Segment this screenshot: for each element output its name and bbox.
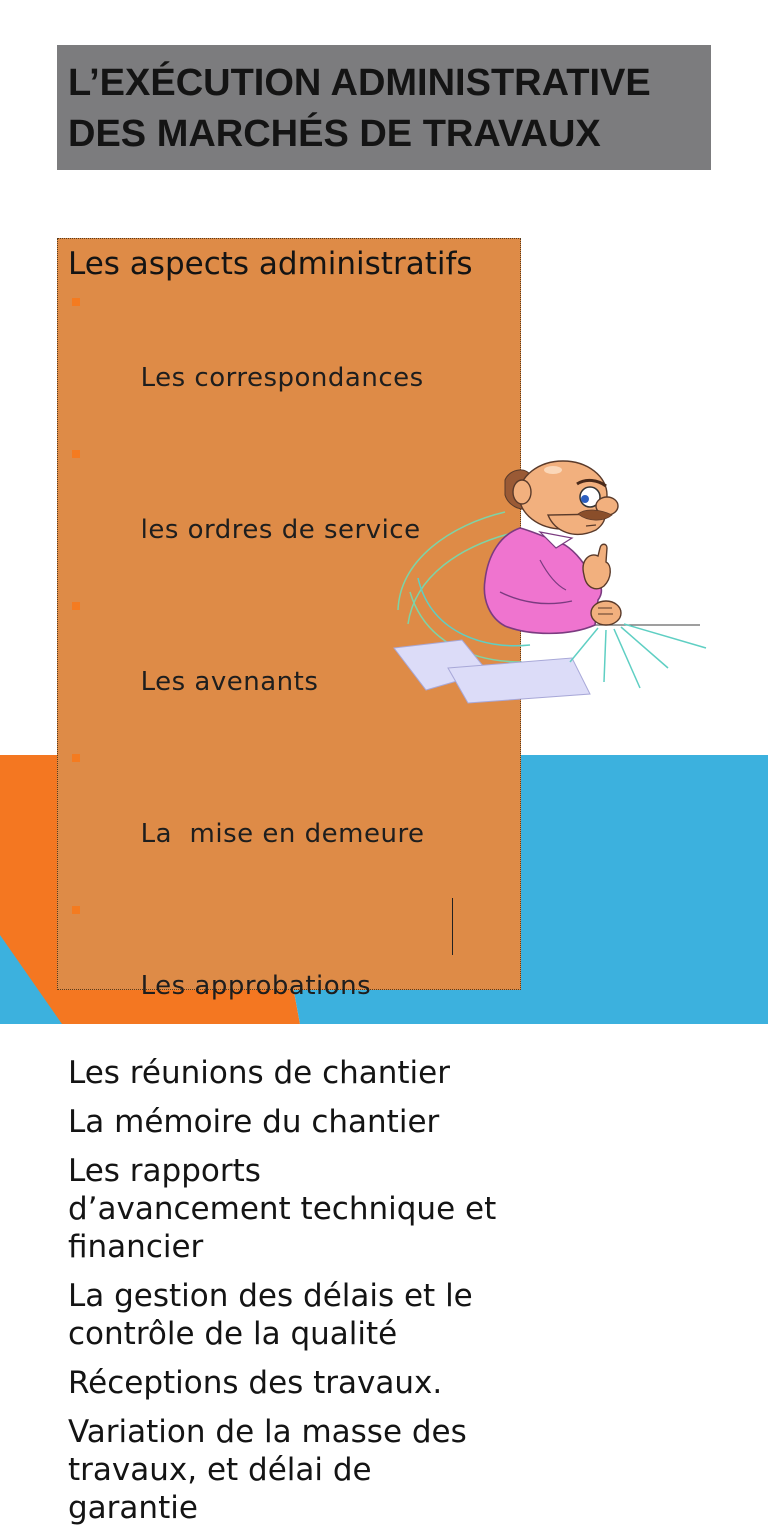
list-item-line: garantie (68, 1490, 198, 1526)
section-heading: Les aspects administratifs (68, 246, 473, 282)
list-item-line: financier (68, 1229, 204, 1265)
sub-item-label: Les correspondances (140, 363, 424, 393)
slide-title: L’EXÉCUTION ADMINISTRATIVE DES MARCHÉS DE TRAVAUX (68, 62, 651, 155)
stray-line-mark (452, 898, 453, 955)
cartoon-businessman-icon (380, 450, 720, 710)
square-bullet-icon (72, 602, 80, 610)
list-item-line: Variation de la masse des (68, 1414, 467, 1450)
sub-item-label: les ordres de service (140, 515, 421, 545)
list-item-gestion-delais (68, 1277, 520, 1353)
square-bullet-icon (72, 450, 80, 458)
list-item-rapports (68, 1152, 520, 1266)
ear (513, 480, 531, 504)
list-item-line: Les réunions de chantier (68, 1055, 450, 1091)
head (505, 461, 618, 534)
list-item-memoire (68, 1103, 520, 1141)
list-item-reunions (68, 1054, 520, 1092)
list-item-line: d’avancement technique et (68, 1191, 497, 1227)
square-bullet-icon (72, 754, 80, 762)
eye-pupil (581, 495, 589, 503)
title-box (57, 45, 711, 170)
square-bullet-icon (72, 906, 80, 914)
impact-lines (570, 624, 706, 688)
sub-item-label: Les approbations (140, 971, 372, 1001)
main-item-list (68, 1054, 520, 1527)
list-item-line: Les rapports (68, 1153, 261, 1189)
list-item-line: contrôle de la qualité (68, 1316, 398, 1352)
pointing-hand (583, 544, 610, 588)
list-item-line: La gestion des délais et le (68, 1278, 473, 1314)
list-item-line: La mémoire du chantier (68, 1104, 440, 1140)
square-bullet-icon (72, 298, 80, 306)
list-item-line: travaux, et délai de (68, 1452, 372, 1488)
fist (591, 601, 621, 625)
flying-papers (394, 640, 590, 703)
sub-item (68, 739, 520, 891)
sub-item (68, 283, 520, 435)
sub-item-label: La mise en demeure (140, 819, 425, 849)
list-item-receptions (68, 1364, 520, 1402)
sub-item-label: Les avenants (140, 667, 319, 697)
list-item-variation (68, 1413, 520, 1527)
shirt (484, 528, 601, 633)
list-item-line: Réceptions des travaux. (68, 1365, 443, 1401)
